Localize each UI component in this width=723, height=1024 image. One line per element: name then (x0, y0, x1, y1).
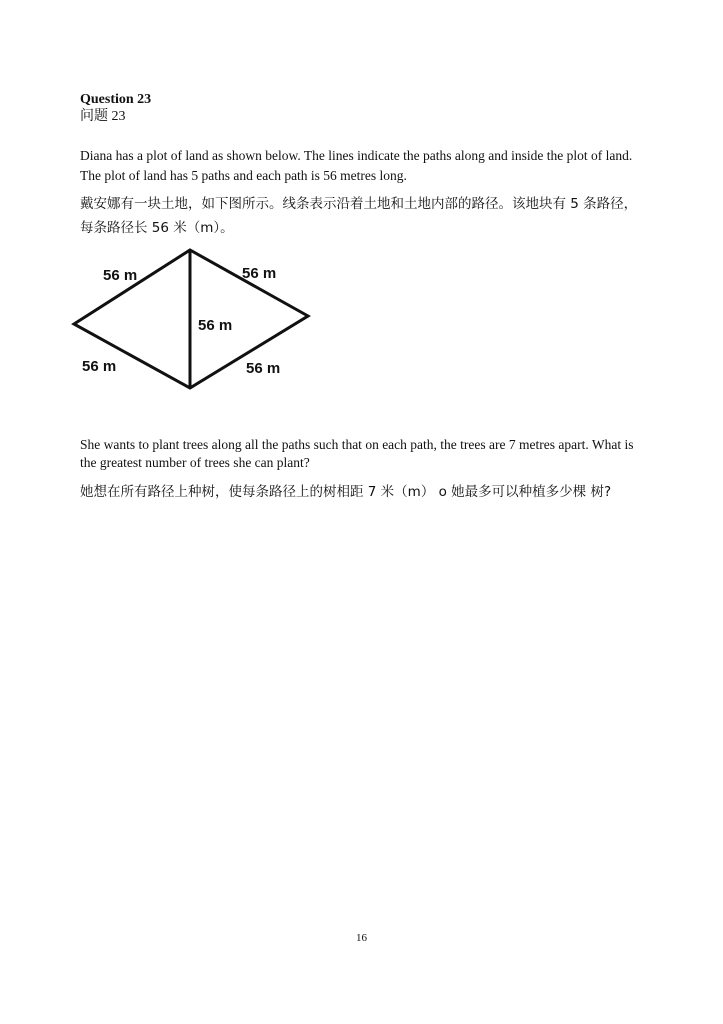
label-bottom-left: 56 m (82, 358, 117, 375)
land-plot-diagram (70, 246, 315, 399)
rhombus-paths-figure (70, 246, 315, 394)
question-title-chinese: 问题 23 (80, 109, 126, 124)
label-top-right: 56 m (242, 265, 277, 282)
question-paragraph-english: She wants to plant trees along all the paths such that on each path, the trees are 7 metres apart. What is the greatest number of trees she can plant? (80, 437, 634, 470)
question-title: Question 23 (80, 92, 152, 107)
page-number: 16 (356, 932, 367, 944)
intro-paragraph-chinese: 戴安娜有一块土地，如下图所示。线条表示沿着土地和土地内部的路径。该地块有 5 条路径，每条路径长 56 米（m）。 (80, 196, 638, 236)
label-top-left: 56 m (103, 267, 138, 284)
label-bottom-right: 56 m (246, 360, 281, 377)
label-middle: 56 m (198, 317, 233, 334)
question-paragraph-chinese: 她想在所有路径上种树，使每条路径上的树相距 7 米（m） o 她最多可以种植多少棵 树? (80, 484, 612, 500)
intro-paragraph-english: Diana has a plot of land as shown below. The lines indicate the paths along and inside the plot of land. The plot of land has 5 paths and each path is 56 metres long. (80, 148, 633, 183)
